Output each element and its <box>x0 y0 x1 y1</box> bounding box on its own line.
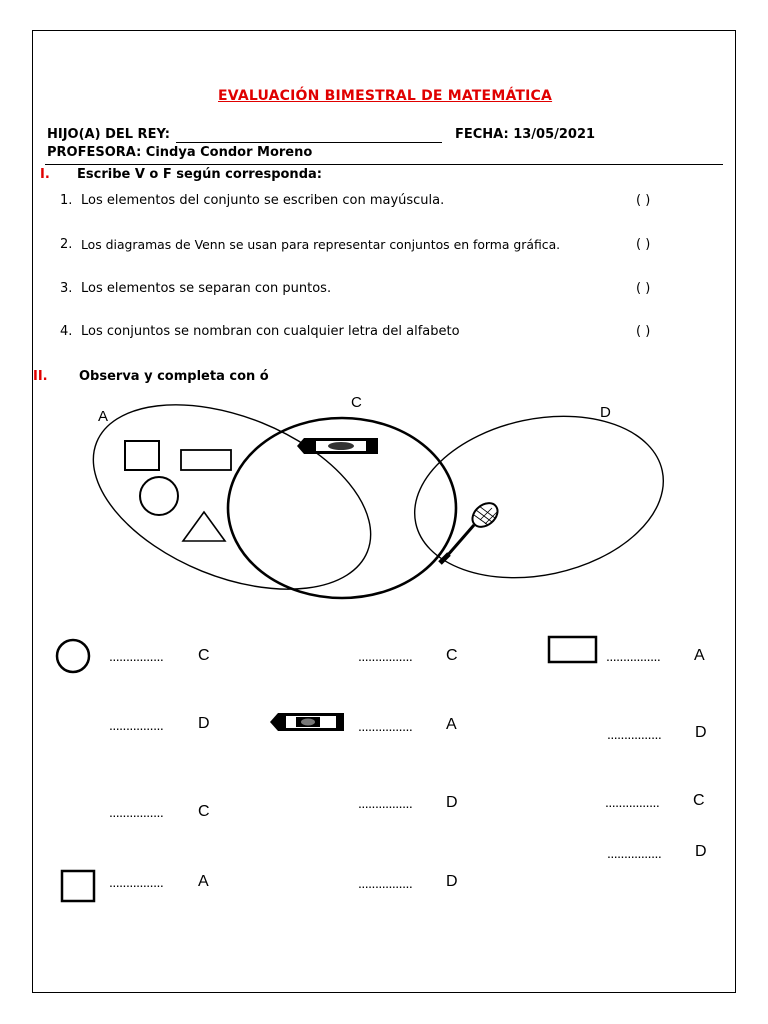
answer-blank-9[interactable]: ................ <box>605 794 660 810</box>
tf-item-1-number: 1. <box>60 193 73 208</box>
answer-blank-3[interactable]: ................ <box>606 648 661 664</box>
answer-set-2: C <box>446 647 458 664</box>
triangle-shape <box>183 512 225 541</box>
set-a-ellipse <box>67 368 398 620</box>
answer-blank-11[interactable]: ................ <box>109 874 164 890</box>
answer-set-10: D <box>695 843 707 860</box>
tennis-racket-icon <box>440 498 502 563</box>
tf-item-3-answer[interactable]: ( ) <box>636 281 651 296</box>
page-title: EVALUACIÓN BIMESTRAL DE MATEMÁTICA <box>218 88 553 104</box>
answer-blank-1[interactable]: ................ <box>109 648 164 664</box>
tf-item-3-text: Los elementos se separan con puntos. <box>81 281 332 296</box>
answer-blank-12[interactable]: ................ <box>358 875 413 891</box>
answer-blank-2[interactable]: ................ <box>358 648 413 664</box>
answer-blank-8[interactable]: ................ <box>358 795 413 811</box>
eraser-icon <box>297 438 378 454</box>
answer-set-5: A <box>446 716 457 733</box>
square-shape <box>125 441 159 470</box>
tf-item-1-text: Los elementos del conjunto se escriben con mayúscula. <box>81 193 445 208</box>
section-2-number: II. <box>33 369 48 384</box>
circle-shape <box>140 477 178 515</box>
rectangle-shape <box>181 450 231 470</box>
answer-square-shape <box>62 871 94 901</box>
tf-item-2-number: 2. <box>60 237 73 252</box>
answer-set-6: D <box>695 724 707 741</box>
set-a-label: A <box>98 408 109 425</box>
tf-item-4-text: Los conjuntos se nombran con cualquier letra del alfabeto <box>81 324 460 339</box>
section-2-instruction: Observa y completa con ó <box>79 369 269 384</box>
tf-item-2-answer[interactable]: ( ) <box>636 237 651 252</box>
set-d-label: D <box>600 404 611 421</box>
answer-set-11: A <box>198 873 209 890</box>
answer-circle-shape <box>57 640 89 672</box>
section-1-number: I. <box>40 167 50 182</box>
answer-set-1: C <box>198 647 210 664</box>
student-name-label: HIJO(A) DEL REY: <box>47 127 170 142</box>
date-label: FECHA: 13/05/2021 <box>455 127 596 142</box>
answer-set-3: A <box>694 647 705 664</box>
answer-set-12: D <box>446 873 458 890</box>
set-c-label: C <box>351 394 362 411</box>
answer-rectangle-shape <box>549 637 596 662</box>
answer-blank-10[interactable]: ................ <box>607 845 662 861</box>
tf-item-3-number: 3. <box>60 281 73 296</box>
answer-set-8: D <box>446 794 458 811</box>
answer-blank-7[interactable]: ................ <box>109 804 164 820</box>
answer-set-7: C <box>198 803 210 820</box>
tf-item-4-number: 4. <box>60 324 73 339</box>
answer-eraser-icon <box>270 713 344 731</box>
tf-item-4-answer[interactable]: ( ) <box>636 324 651 339</box>
answer-blank-5[interactable]: ................ <box>358 718 413 734</box>
answer-set-9: C <box>693 792 705 809</box>
answer-blank-6[interactable]: ................ <box>607 726 662 742</box>
teacher-label: PROFESORA: Cindya Condor Moreno <box>47 145 313 160</box>
tf-item-1-answer[interactable]: ( ) <box>636 193 651 208</box>
section-1-instruction: Escribe V o F según corresponda: <box>77 167 322 182</box>
answer-set-4: D <box>198 715 210 732</box>
tf-item-2-text: Los diagramas de Venn se usan para representar conjuntos en forma gráfica. <box>81 237 561 252</box>
set-d-ellipse <box>400 395 679 600</box>
answer-blank-4[interactable]: ................ <box>109 717 164 733</box>
